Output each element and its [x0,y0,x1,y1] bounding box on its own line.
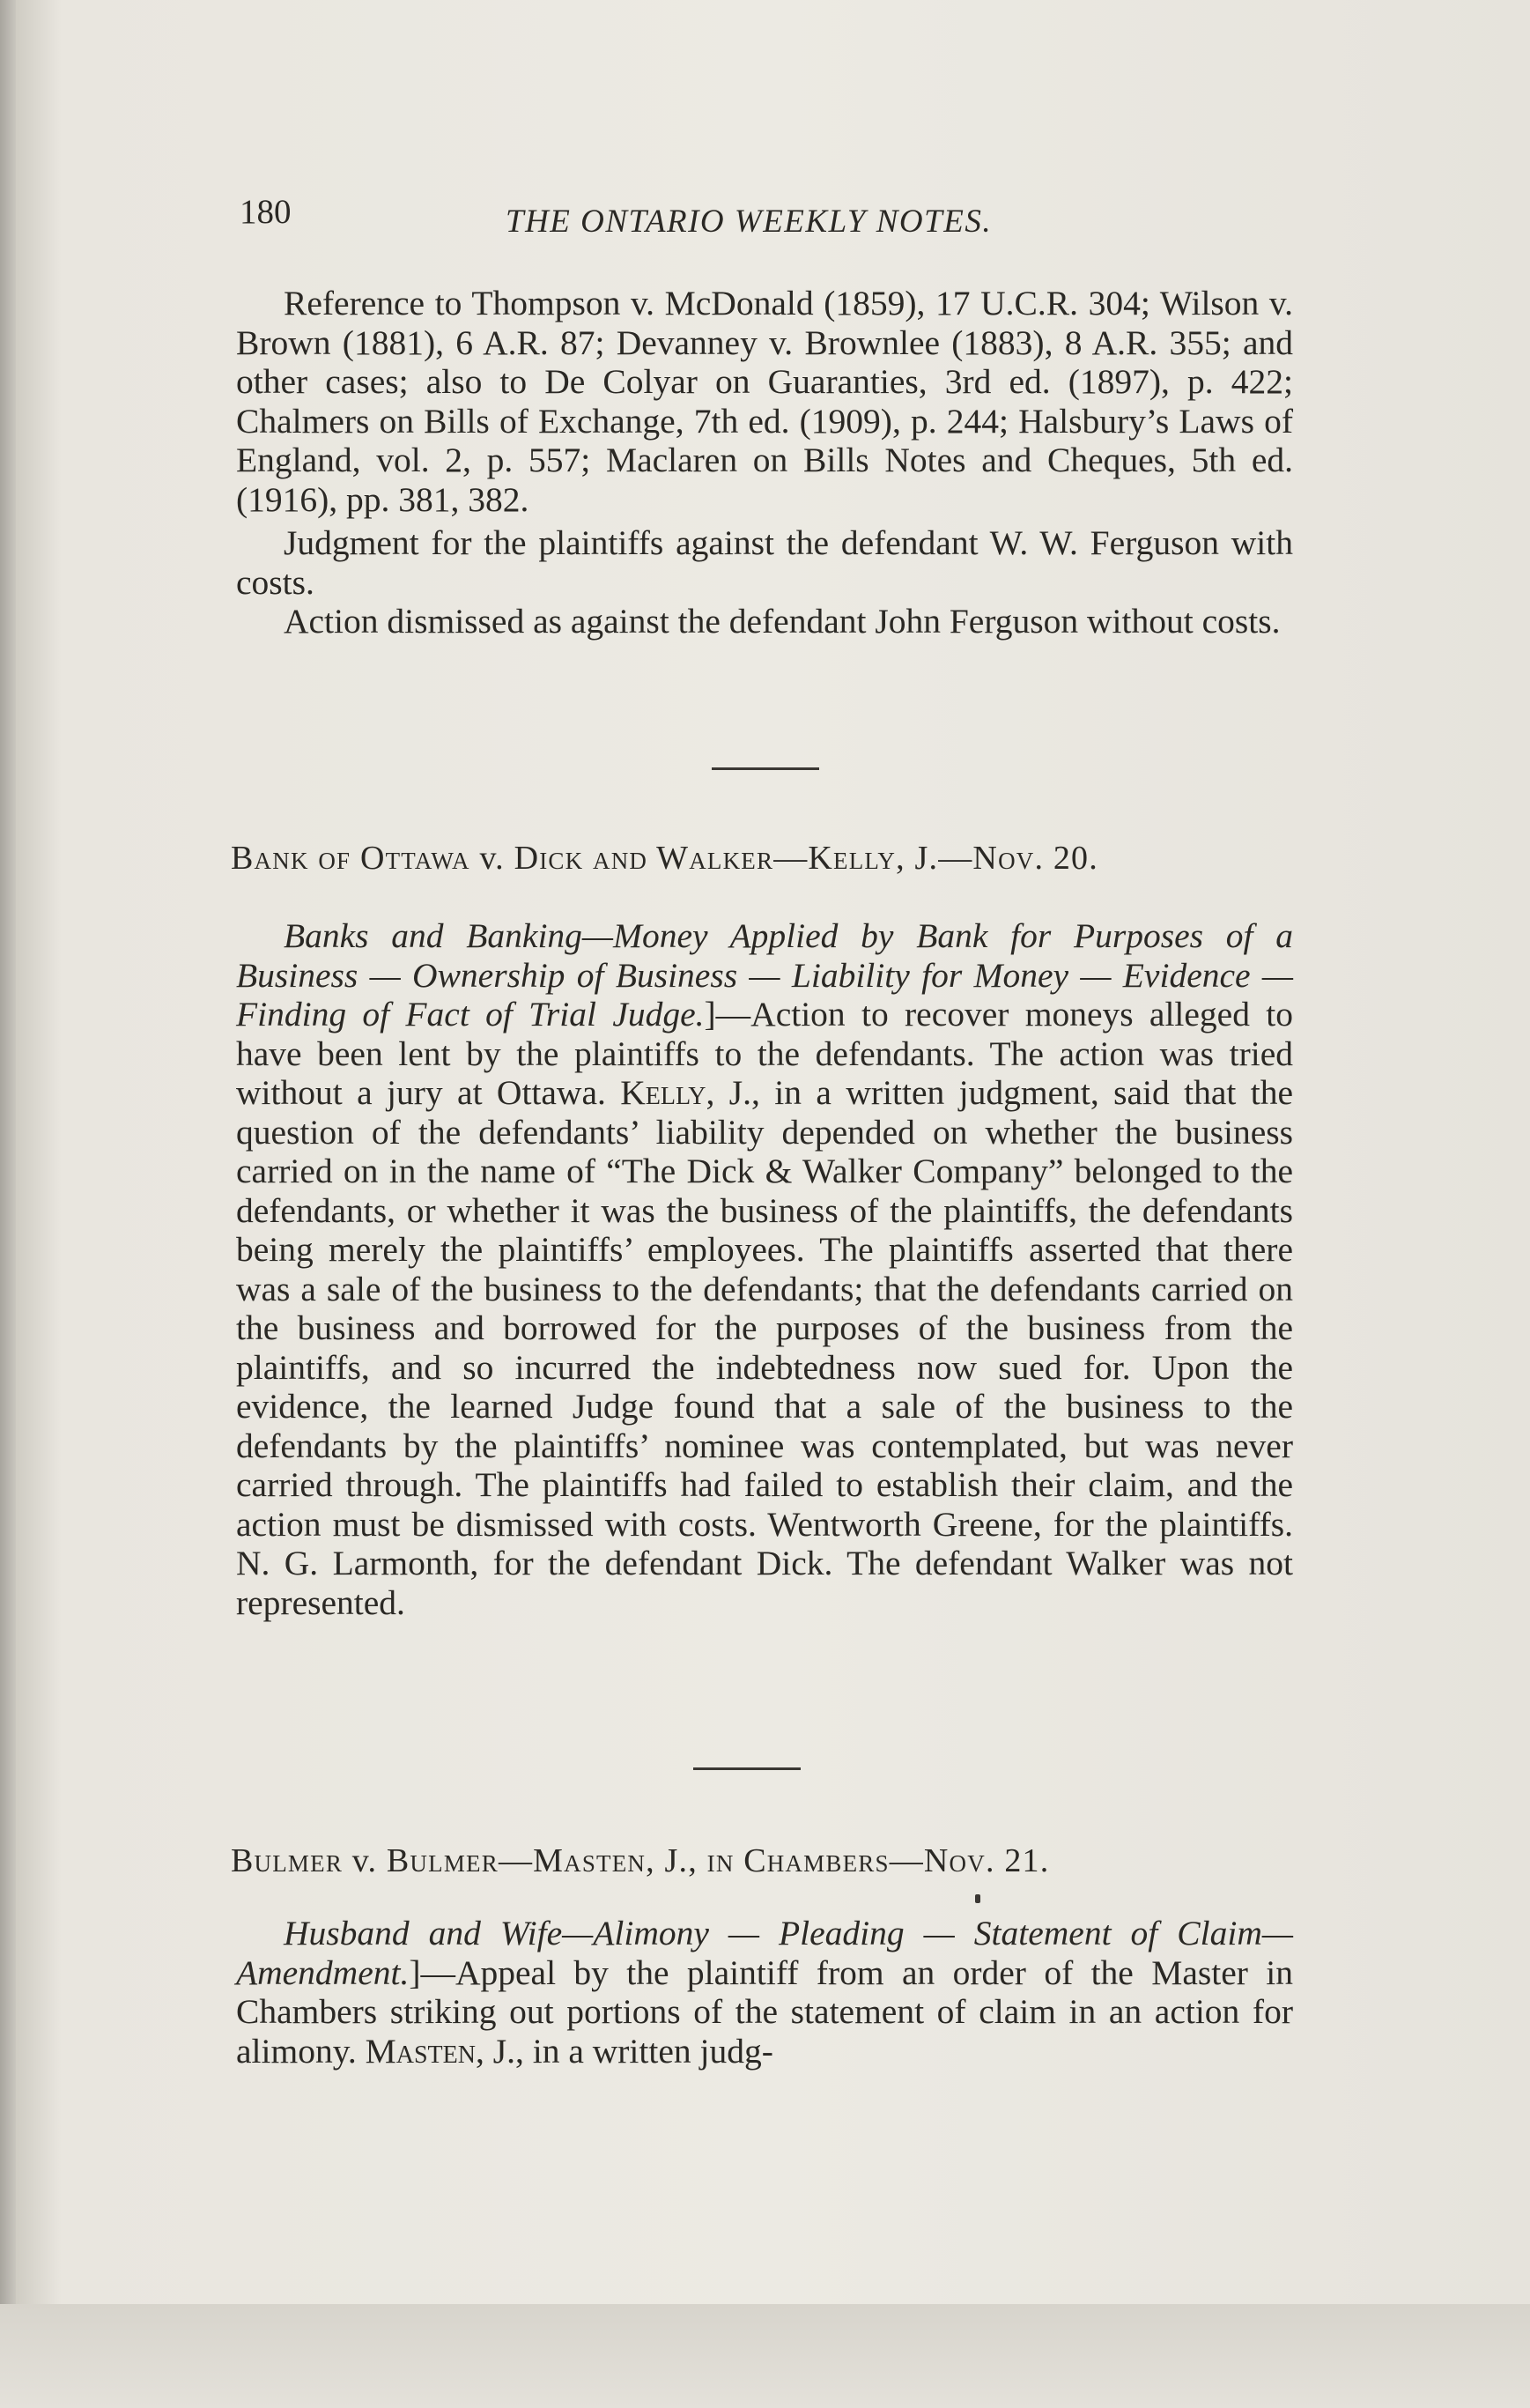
case-paragraph [236,916,1293,1622]
case-chambers: Chambers [734,1842,890,1879]
case-body [236,916,1293,1622]
case-in: in [706,1842,735,1879]
dismissal-paragraph: Action dismissed as against the defendant John Ferguson without costs. [284,602,1281,641]
ink-mark [975,1894,980,1903]
page-header [240,192,1297,240]
case-judge: —Masten, J., [498,1842,707,1879]
case-text: ]—Appeal by the plaintiff from an order of the Master in Chambers striking out portions of the statement of claim in an action for alimony. [236,1952,1293,2071]
case-text: , J., in a written judgment, said that the question of the defendants’ liability depended on whether the business carried on in the name of “The Dick & Walker Company” belonged to the defendants, or whether it was the business of the plaintiffs, the defendants being merely the plaintiffs’ employees. The plaintiffs asserted that there was a sale of the business to the defendants; that the defendants carried on the business and borrowed for the purposes of the business from the plaintiffs, and so incurred the indebtedness now sued for. Upon the evidence, the learned Judge found that a sale of the business to the defendants by the plaintiffs’ nominee was contemplated, but was never carried through. The plaintiffs had failed to establish their claim, and the action must be dismissed with costs. Wentworth Greene, for the plaintiffs. N. G. Larmonth, for the defendant Dick. The defendant Walker was not represented. [236,1073,1293,1622]
case-plaintiff: Bank of Ottawa [231,840,470,877]
case-date: Nov. 20. [972,840,1098,877]
case-plaintiff: Bulmer [231,1842,344,1879]
case-paragraph [236,1914,1293,2071]
case-text: ]—Action to recover moneys alleged to have been lent by the plaintiffs to the defendants. The action was tried without a jury at Ottawa. [236,995,1293,1112]
case-versus: v. [469,840,514,877]
case-versus: v. [343,1842,387,1879]
judgment-paragraph: Judgment for the plaintiffs against the defendant W. W. Ferguson with costs. [236,523,1293,602]
page-number: 180 [240,193,292,231]
scan-edge [0,0,16,2408]
continuation-section [236,284,1293,641]
section-divider [693,1767,801,1770]
scan-bottom-band [0,2304,1530,2408]
case-defendant: Dick and Walker [514,840,774,877]
case-body [236,1914,1293,2071]
case-defendant: Bulmer [386,1842,499,1879]
case-heading [231,839,1298,878]
references-paragraph: Reference to Thompson v. McDonald (1859), 17 U.C.R. 304; Wilson v. Brown (1881), 6 A.R. 87; Devanney v. Brownlee (1883), 8 A.R. 355; and other cases; also to De Colyar on Guaranties, 3rd ed. (1897), p. 422; Chalmers on Bills of Exchange, 7th ed. (1909), p. 244; Halsbury’s Laws of England, vol. 2, p. 557; Maclaren on Bills Notes and Cheques, 5th ed. (1916), pp. 381, 382. [236,284,1293,519]
headnote: Banks and Banking—Money Applied by Bank for Purposes of a Business — Ownership of Business — Liability for Money — Evidence — Finding of Fact of Trial Judge. [236,916,1293,1034]
case-date: —Nov. 21. [889,1842,1050,1879]
judge-name: Kelly [620,1073,706,1112]
section-divider [712,767,819,770]
case-heading [231,1841,1298,1880]
judge-name: Masten [365,2031,476,2071]
headnote: Husband and Wife—Alimony — Pleading — Statement of Claim—Amendment. [236,1914,1293,1992]
case-text: , J., in a written judg- [475,2031,773,2071]
case-judge: —Kelly, J.— [773,840,973,877]
running-head: THE ONTARIO WEEKLY NOTES. [506,204,993,240]
